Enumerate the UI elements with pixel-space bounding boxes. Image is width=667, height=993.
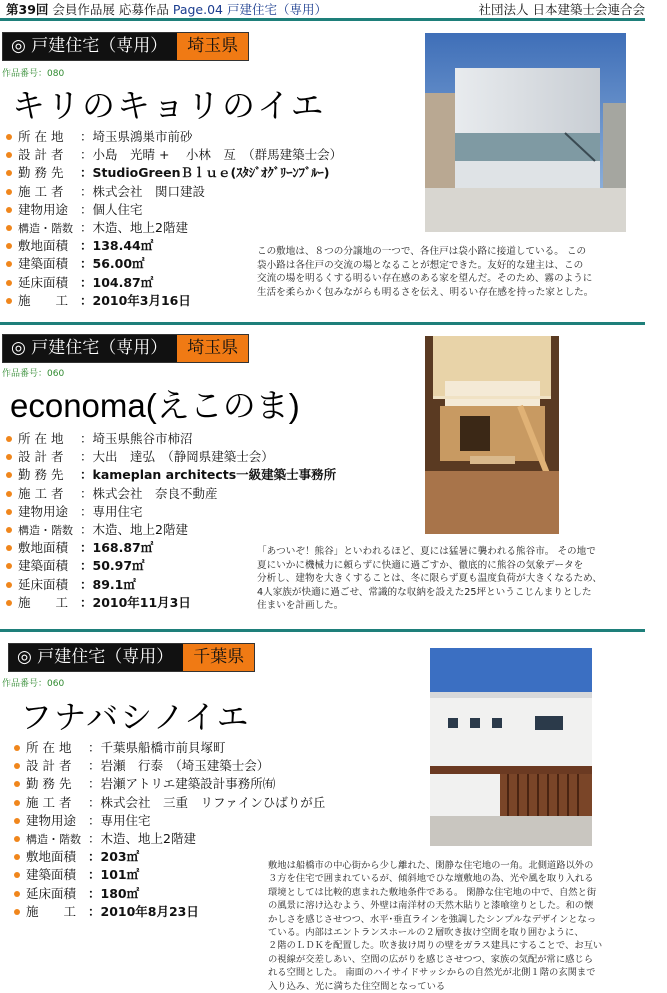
spec-builder: 施 工 者 ：株式会社 三重 リファインひばりが丘 [14,794,325,812]
divider [0,18,645,21]
spec-office: 勤 務 先 ：kameplan architects一級建築士事務所 [6,466,336,484]
spec-location: 所 在 地 ：千葉県船橋市前貝塚町 [14,739,325,757]
spec-use: 建物用途 ：専用住宅 [6,503,336,521]
work-description: 敷地は船橋市の中心街から少し離れた、閑静な住宅地の一角。北側道路以外の ３方を住宅で囲まれているが、傾斜地でひな壇敷地の為、光や風を取り入れる 環境としては比較的恵まれた敷地条件である。 閑静な住宅地の中で、自然と街 の風景に溶け込むよう、外壁は南洋材の天然木貼りと漆喰塗りとした。和の懐 かしさを感じさせつつ、水平･垂直ラインを強調したシンプルなデザインとなっ ている。内部はエントランスホールの２層吹き抜け空間を取り囲むように、 ２階のＬＤＫを配置した。吹き抜け周りの壁をガラス建具にすることで、お互い の視線が交差しあい、空間の広がりを感じさせつつ、家族の気配が常に感じら れる空間とした。 南面のハイサイドサッシからの自然光が北側１階の玄関まで 入り込み、光に満ちた住空間となっている [268,860,603,992]
spec-floor-area: 延床面積 ：89.1㎡ [6,576,336,594]
work-title: キリのキョリのイエ [12,86,326,125]
spec-completion: 施 工 ：2010年8月23日 [14,903,325,921]
issue-number: 第39回 [6,2,49,17]
work-title: フナバシノイエ [20,698,251,736]
category-badge [8,643,255,672]
work-number: 作品番号：080 [2,69,65,79]
spec-structure: 構造・階数 ：木造、地上2階建 [6,219,342,237]
spec-use: 建物用途 ：個人住宅 [6,201,342,219]
category-label: ◎ 戸建住宅（専用） [3,335,177,362]
work-number: 作品番号：060 [2,679,65,689]
spec-building-area: 建築面積 ：56.00㎡ [6,255,342,273]
exhibition-name: 会員作品展 応募作品 [52,2,169,17]
page-number: Page.04 [172,2,223,17]
prefecture-label: 埼玉県 [177,33,248,60]
spec-site-area: 敷地面積 ：168.87㎡ [6,539,336,557]
spec-use: 建物用途 ：専用住宅 [14,812,325,830]
spec-structure: 構造・階数 ：木造、地上2階建 [6,521,336,539]
spec-designer: 設 計 者 ：大出 達弘 （静岡県建築士会） [6,448,336,466]
divider [0,629,645,632]
spec-location: 所 在 地 ：埼玉県鴻巣市前砂 [6,128,342,146]
category-label: ◎ 戸建住宅（専用） [9,644,183,671]
page-header [6,0,327,18]
work-description: この敷地は、８つの分譲地の一つで、各住戸は袋小路に接道している。 この 袋小路は各住戸の交流の場となることが想定できた。友好的な建主は、この 交流の場を明るくする明るい存在感のある家を望んだ。そのため、霧のように 生活を柔らかく包みながらも明るさを伝え、明るい存在感を持った家とした。 [257,246,594,298]
organization-name: 社団法人 日本建築士会連合会 [478,2,645,17]
spec-office: 勤 務 先 ：岩瀬アトリエ建築設計事務所㈲ [14,775,325,793]
prefecture-label: 千葉県 [183,644,254,671]
spec-structure: 構造・階数 ：木造、地上2階建 [14,830,325,848]
spec-designer: 設 計 者 ：岩瀬 行泰 （埼玉建築士会） [14,757,325,775]
spec-floor-area: 延床面積 ：180㎡ [14,885,325,903]
house-photo-exterior-white [425,33,626,232]
work-number: 作品番号：060 [2,369,65,379]
header-category: 戸建住宅（専用） [226,2,327,17]
spec-building-area: 建築面積 ：50.97㎡ [6,557,336,575]
spec-site-area: 敷地面積 ：138.44㎡ [6,237,342,255]
spec-office: 勤 務 先 ：StudioGreenＢｌｕｅ(ｽﾀｼﾞｵｸﾞﾘｰﾝﾌﾞﾙｰ) [6,164,342,182]
spec-builder: 施 工 者 ：株式会社 関口建設 [6,183,342,201]
house-photo-exterior-wood-slats [430,648,592,846]
spec-building-area: 建築面積 ：101㎡ [14,866,325,884]
spec-floor-area: 延床面積 ：104.87㎡ [6,274,342,292]
category-label: ◎ 戸建住宅（専用） [3,33,177,60]
work-description: 「あついぞ！熊谷」といわれるほど、夏には猛暑に襲われる熊谷市。 その地で 夏にいかに機械力に頼らずに快適に過ごすか、徹底的に熊谷の気象データを 分析し、建物を大きくすることは、冬に限らず夏も温度負荷が大きくなるため、 4人家族が快適に過ごせ、常識的な収納を設えた25坪というこじんまりとした 住まいを計画した。 [257,546,602,612]
spec-builder: 施 工 者 ：株式会社 奈良不動産 [6,485,336,503]
divider [0,322,645,325]
category-badge [2,32,249,61]
work-title: economa(えこのま) [10,387,300,424]
spec-completion: 施 工 ：2010年3月16日 [6,292,342,310]
spec-location: 所 在 地 ：埼玉県熊谷市柿沼 [6,430,336,448]
spec-site-area: 敷地面積 ：203㎡ [14,848,325,866]
spec-designer: 設 計 者 ：小島 光晴 + 小林 亙 （群馬建築士会） [6,146,342,164]
prefecture-label: 埼玉県 [177,335,248,362]
category-badge [2,334,249,363]
house-photo-interior-dining [425,336,559,534]
spec-completion: 施 工 ：2010年11月3日 [6,594,336,612]
